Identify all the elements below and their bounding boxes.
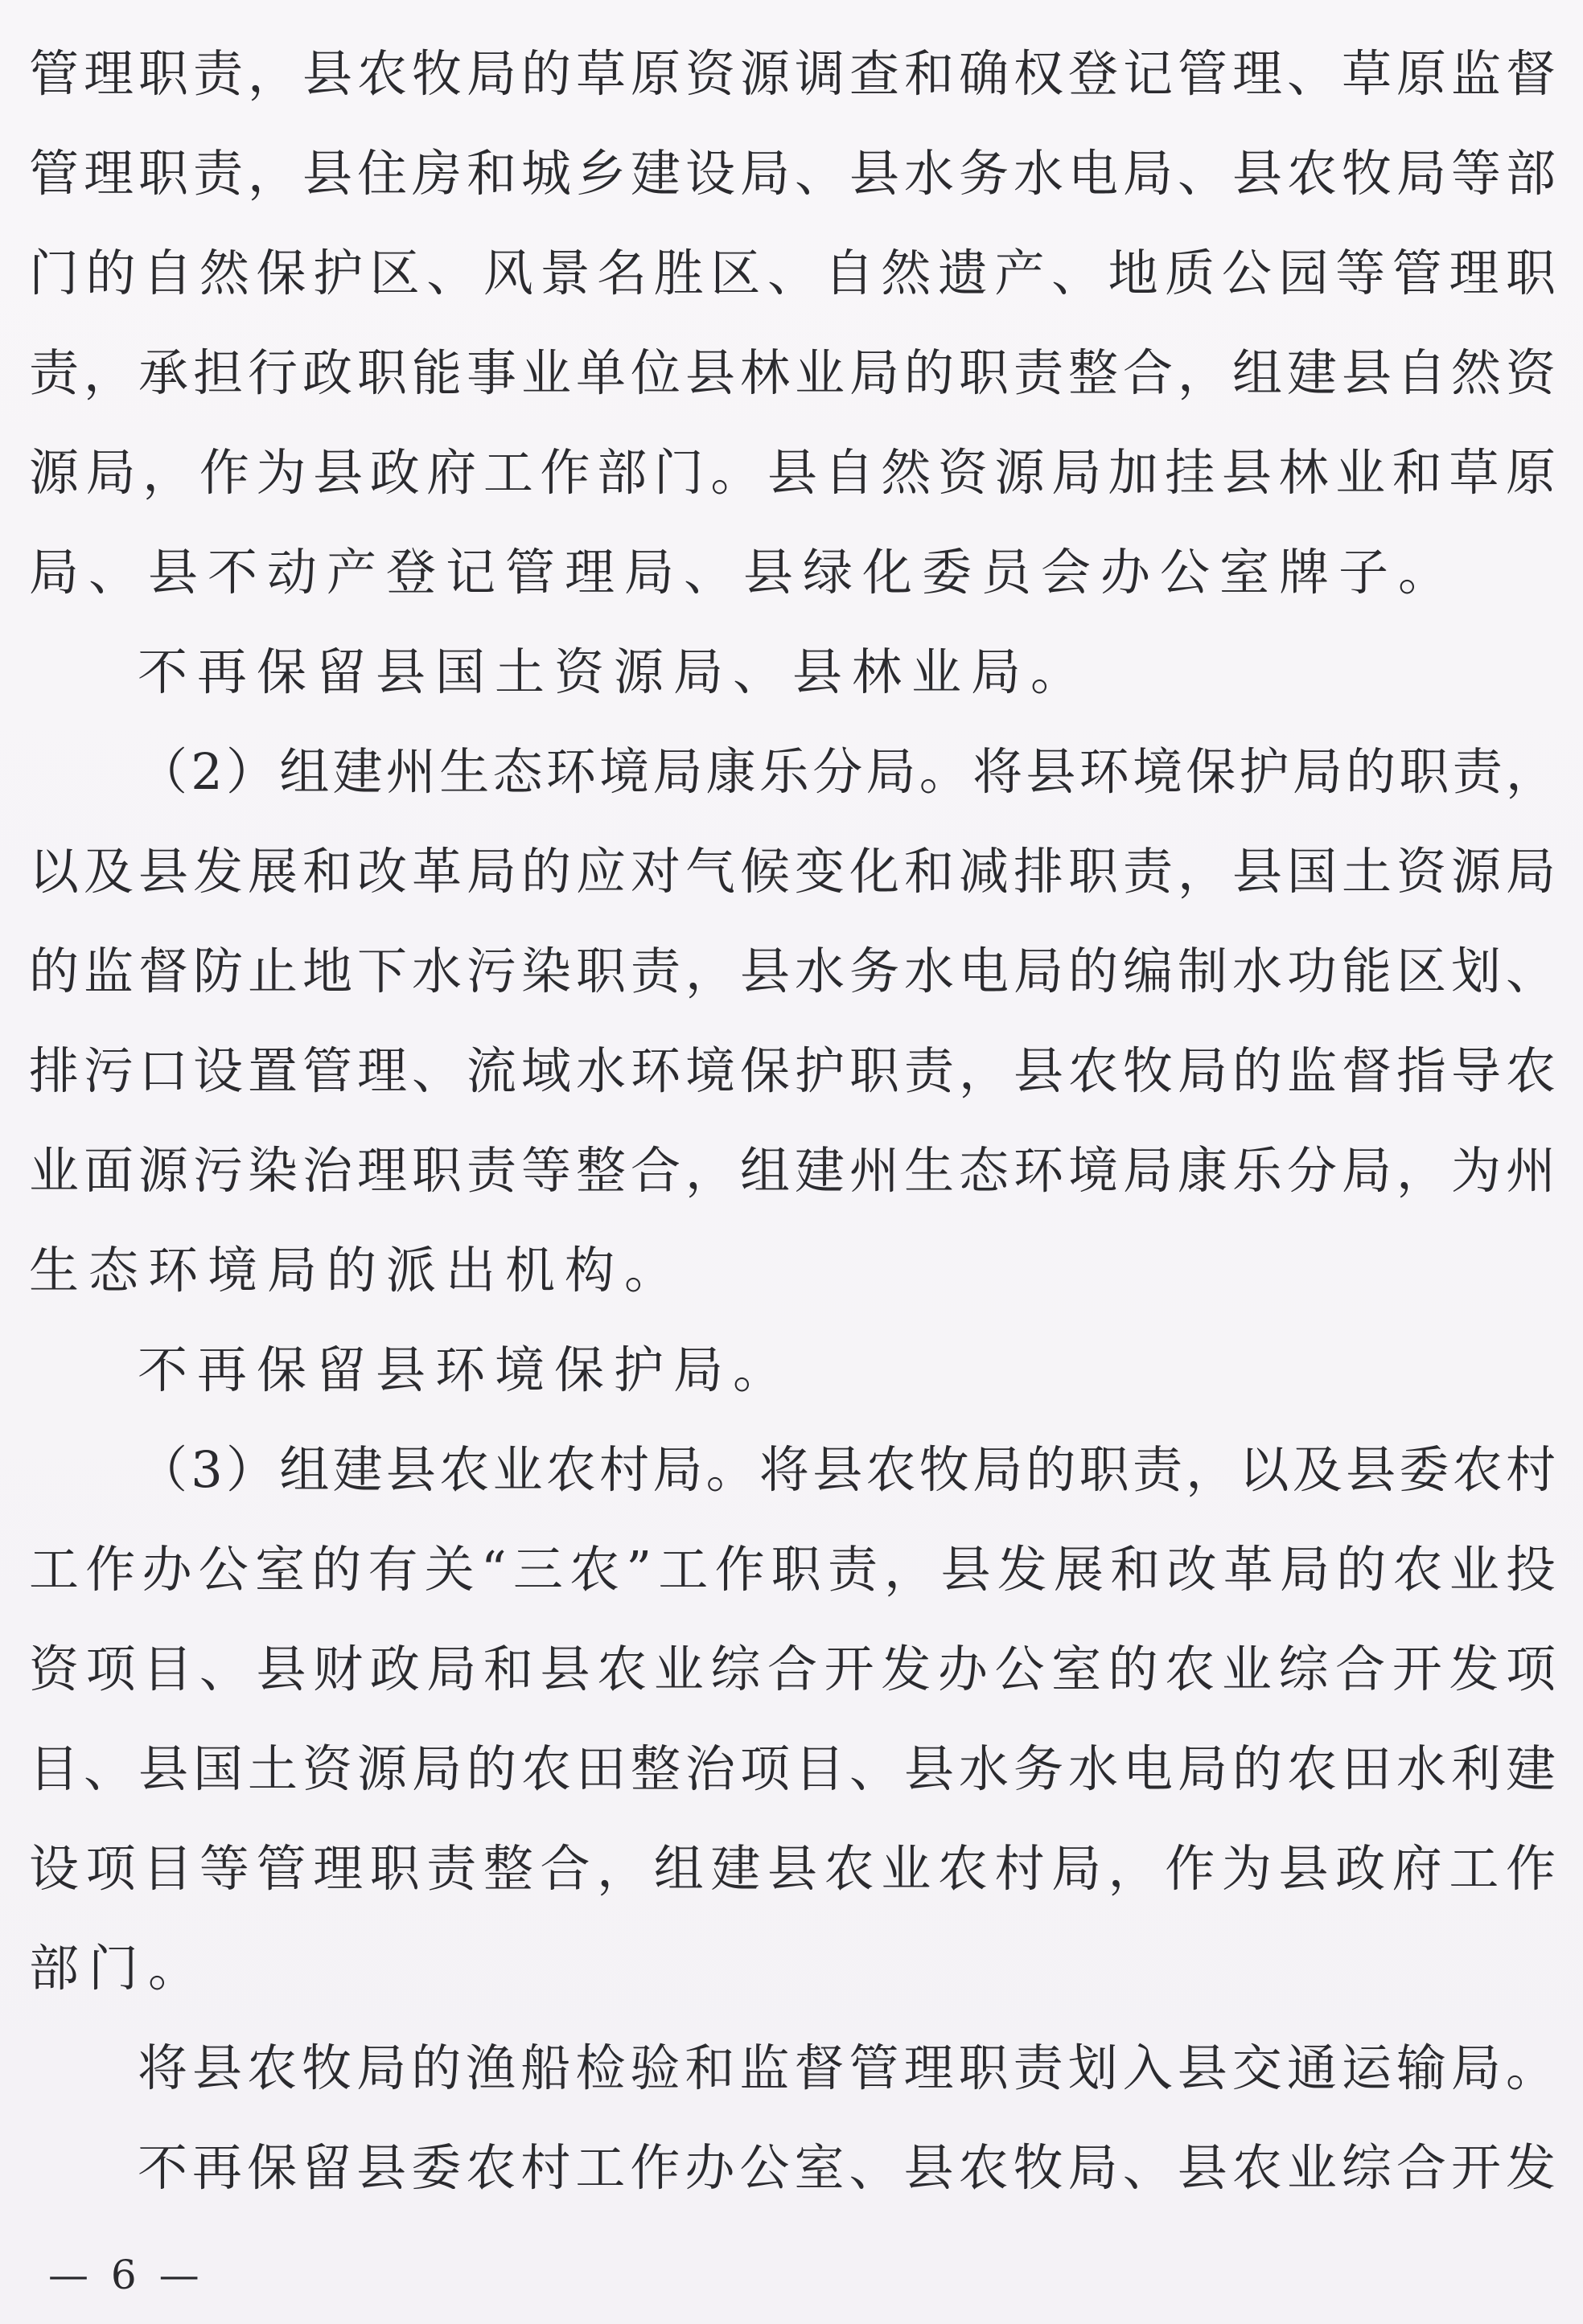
text-line: 的监督防止地下水污染职责，县水务水电局的编制水功能区划、 bbox=[29, 942, 1557, 1000]
paragraph-start-line: 将县农牧局的渔船检验和监督管理职责划入县交通运输局。 bbox=[138, 2039, 1557, 2097]
text-line: 管理职责，县农牧局的草原资源调查和确权登记管理、草原监督 bbox=[29, 44, 1557, 103]
paragraph-start-line: （2）组建州生态环境局康乐分局。将县环境保护局的职责， bbox=[138, 742, 1557, 801]
text-line: 管理职责，县住房和城乡建设局、县水务水电局、县农牧局等部 bbox=[29, 144, 1557, 203]
paragraph-start-line: 不再保留县环境保护局。 bbox=[138, 1341, 793, 1399]
body-text bbox=[29, 24, 1557, 2218]
text-line: 局、县不动产登记管理局、县绿化委员会办公室牌子。 bbox=[29, 543, 1458, 602]
text-line: 以及县发展和改革局的应对气候变化和减排职责，县国土资源局 bbox=[29, 842, 1557, 901]
paragraph-start-line: 不再保留县委农村工作办公室、县农牧局、县农业综合开发 bbox=[138, 2138, 1557, 2197]
text-line: 资项目、县财政局和县农业综合开发办公室的农业综合开发项 bbox=[29, 1640, 1557, 1698]
text-line: 生态环境局的派出机构。 bbox=[29, 1241, 685, 1300]
text-line: 目、县国土资源局的农田整治项目、县水务水电局的农田水利建 bbox=[29, 1739, 1557, 1798]
text-line: 业面源污染治理职责等整合，组建州生态环境局康乐分局，为州 bbox=[29, 1141, 1557, 1200]
text-line: 设项目等管理职责整合，组建县农业农村局，作为县政府工作 bbox=[29, 1839, 1557, 1898]
paragraph-start-line: （3）组建县农业农村局。将县农牧局的职责，以及县委农村 bbox=[138, 1440, 1557, 1499]
text-line: 部门。 bbox=[29, 1939, 208, 1998]
page-number: — 6 — bbox=[48, 2252, 204, 2298]
text-line: 排污口设置管理、流域水环境保护职责，县农牧局的监督指导农 bbox=[29, 1041, 1557, 1100]
text-line: 工作办公室的有关“三农”工作职责，县发展和改革局的农业投 bbox=[29, 1540, 1557, 1599]
text-line: 源局，作为县政府工作部门。县自然资源局加挂县林业和草原 bbox=[29, 443, 1557, 502]
text-line: 门的自然保护区、风景名胜区、自然遗产、地质公园等管理职 bbox=[29, 244, 1557, 302]
paragraph-start-line: 不再保留县国土资源局、县林业局。 bbox=[138, 643, 1091, 701]
text-line: 责，承担行政职能事业单位县林业局的职责整合，组建县自然资 bbox=[29, 343, 1557, 402]
